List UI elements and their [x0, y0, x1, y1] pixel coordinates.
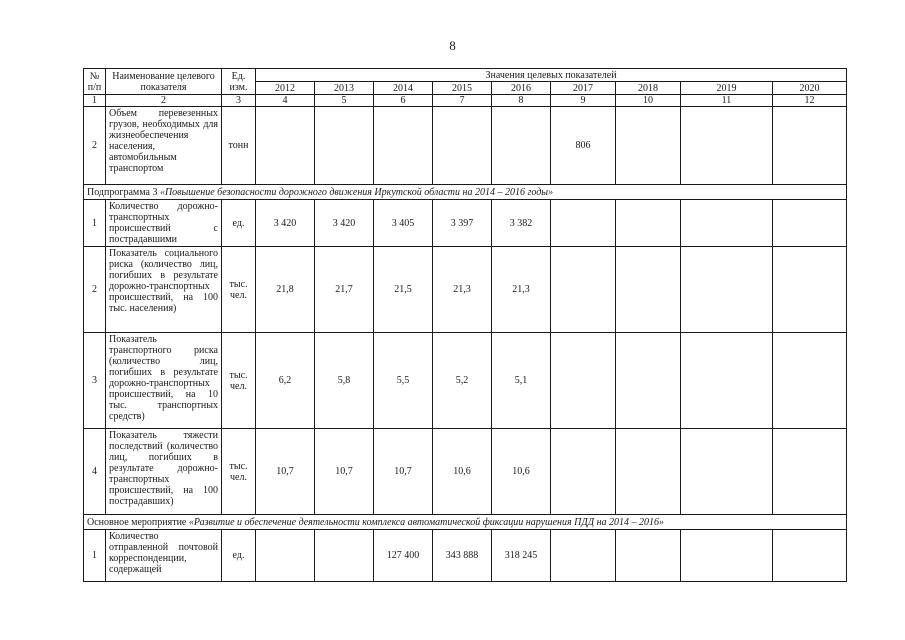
- value-cell: [773, 429, 847, 515]
- value-cell: 343 888: [433, 530, 492, 582]
- subprogram-heading-cell: [84, 185, 847, 200]
- column-number: 9: [551, 95, 616, 107]
- value-cell: 10,7: [374, 429, 433, 515]
- value-cell: 3 382: [492, 200, 551, 247]
- value-cell: 5,5: [374, 333, 433, 429]
- value-cell: [681, 247, 773, 333]
- unit-cell: тыс. чел.: [222, 429, 256, 515]
- row-number: 1: [84, 200, 106, 247]
- table-row: [84, 429, 847, 515]
- column-number: 1: [84, 95, 106, 107]
- indicator-name: Показатель транспортного риска (количество лиц, погибших в результате дорожно-транспортных происшествий, на 10 тыс. транспортных средств): [106, 333, 222, 429]
- row-number: 2: [84, 107, 106, 185]
- year-2020: 2020: [773, 82, 847, 95]
- value-cell: [256, 530, 315, 582]
- value-cell: 21,8: [256, 247, 315, 333]
- column-number: 3: [222, 95, 256, 107]
- value-cell: [616, 247, 681, 333]
- value-cell: [681, 200, 773, 247]
- unit-cell: тыс. чел.: [222, 247, 256, 333]
- value-cell: [773, 530, 847, 582]
- value-cell: 3 405: [374, 200, 433, 247]
- value-cell: 6,2: [256, 333, 315, 429]
- value-cell: [773, 200, 847, 247]
- column-number: 12: [773, 95, 847, 107]
- column-number: 6: [374, 95, 433, 107]
- value-cell: [616, 200, 681, 247]
- value-cell: [773, 107, 847, 185]
- value-cell: [551, 247, 616, 333]
- value-cell: [551, 429, 616, 515]
- value-cell: 806: [551, 107, 616, 185]
- value-cell: 21,3: [492, 247, 551, 333]
- value-cell: [492, 107, 551, 185]
- target-indicators-table: [83, 68, 847, 582]
- value-cell: 5,8: [315, 333, 374, 429]
- header-row: [84, 69, 847, 82]
- column-numbers-row: [84, 95, 847, 107]
- value-cell: [551, 530, 616, 582]
- value-cell: 10,7: [315, 429, 374, 515]
- indicator-name: Количество отправленной почтовой корреспонденции, содержащей: [106, 530, 222, 582]
- indicator-name: Количество дорожно-транспортных происшествий с пострадавшими: [106, 200, 222, 247]
- year-2013: 2013: [315, 82, 374, 95]
- column-number: 2: [106, 95, 222, 107]
- value-cell: [315, 530, 374, 582]
- column-number: 5: [315, 95, 374, 107]
- table-row: [84, 247, 847, 333]
- value-cell: [616, 530, 681, 582]
- row-number: 2: [84, 247, 106, 333]
- unit-cell: тыс. чел.: [222, 333, 256, 429]
- column-number: 10: [616, 95, 681, 107]
- value-cell: 3 420: [256, 200, 315, 247]
- main-event-heading-prefix: Основное мероприятие: [87, 516, 189, 528]
- header-name: Наименование целевого показателя: [106, 69, 222, 95]
- unit-cell: тонн: [222, 107, 256, 185]
- value-cell: [681, 429, 773, 515]
- table-row: [84, 333, 847, 429]
- value-cell: [773, 247, 847, 333]
- column-number: 7: [433, 95, 492, 107]
- subprogram-heading-title: «Повышение безопасности дорожного движения Иркутской области на 2014 – 2016 годы»: [159, 186, 554, 198]
- year-2015: 2015: [433, 82, 492, 95]
- row-number: 1: [84, 530, 106, 582]
- year-2016: 2016: [492, 82, 551, 95]
- value-cell: 3 420: [315, 200, 374, 247]
- value-cell: 127 400: [374, 530, 433, 582]
- value-cell: [433, 107, 492, 185]
- indicator-name: Показатель тяжести последствий (количество лиц, погибших в результате дорожно-транспортных происшествий, на 100 пострадавших): [106, 429, 222, 515]
- page-number: 8: [449, 38, 456, 53]
- indicator-name: Объем перевезенных грузов, необходимых для жизнеобеспечения населения, автомобильным транспортом: [106, 107, 222, 185]
- value-cell: 3 397: [433, 200, 492, 247]
- row-number: 4: [84, 429, 106, 515]
- value-cell: 10,6: [492, 429, 551, 515]
- value-cell: [616, 333, 681, 429]
- value-cell: [616, 107, 681, 185]
- column-number: 8: [492, 95, 551, 107]
- table-row: [84, 107, 847, 185]
- year-2012: 2012: [256, 82, 315, 95]
- value-cell: 10,7: [256, 429, 315, 515]
- unit-cell: ед.: [222, 530, 256, 582]
- value-cell: [551, 333, 616, 429]
- table-body: [84, 69, 847, 582]
- header-unit: Ед. изм.: [222, 69, 256, 95]
- value-cell: 318 245: [492, 530, 551, 582]
- column-number: 11: [681, 95, 773, 107]
- year-2014: 2014: [374, 82, 433, 95]
- year-2018: 2018: [616, 82, 681, 95]
- table-row: [84, 200, 847, 247]
- unit-cell: ед.: [222, 200, 256, 247]
- subprogram-heading: [84, 185, 847, 200]
- main-event-heading-title: «Развитие и обеспечение деятельности комплекса автоматической фиксации нарушения ПДД на 2014 – 2016»: [188, 516, 665, 528]
- value-cell: 10,6: [433, 429, 492, 515]
- value-cell: [374, 107, 433, 185]
- year-2017: 2017: [551, 82, 616, 95]
- value-cell: [681, 333, 773, 429]
- main-event-heading-cell: [84, 515, 847, 530]
- value-cell: [551, 200, 616, 247]
- table-row: [84, 530, 847, 582]
- value-cell: [773, 333, 847, 429]
- value-cell: [256, 107, 315, 185]
- value-cell: 21,3: [433, 247, 492, 333]
- row-number: 3: [84, 333, 106, 429]
- column-number: 4: [256, 95, 315, 107]
- subprogram-heading-prefix: Подпрограмма 3: [87, 186, 160, 198]
- main-event-heading: [84, 515, 847, 530]
- value-cell: [681, 107, 773, 185]
- value-cell: [315, 107, 374, 185]
- year-2019: 2019: [681, 82, 773, 95]
- header-values-group: Значения целевых показателей: [256, 69, 847, 82]
- value-cell: [616, 429, 681, 515]
- indicator-name: Показатель социального риска (количество лиц, погибших в результате дорожно-транспортных происшествий, на 100 тыс. населения): [106, 247, 222, 333]
- value-cell: [681, 530, 773, 582]
- value-cell: 21,5: [374, 247, 433, 333]
- header-num: № п/п: [84, 69, 106, 95]
- value-cell: 5,2: [433, 333, 492, 429]
- value-cell: 21,7: [315, 247, 374, 333]
- value-cell: 5,1: [492, 333, 551, 429]
